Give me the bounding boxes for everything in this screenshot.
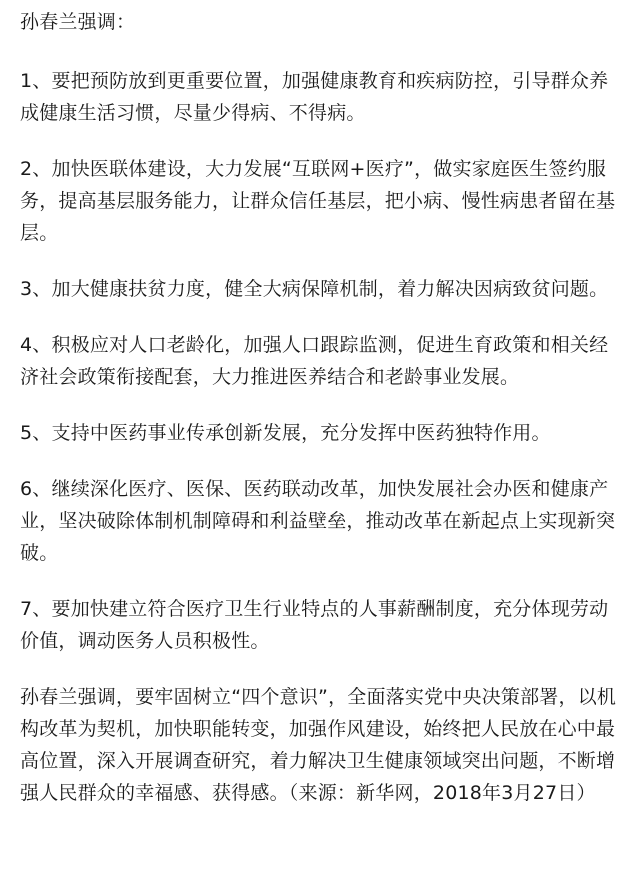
point-2: 2、加快医联体建设，大力发展“互联网+医疗”，做实家庭医生签约服务，提高基层服务能力，让群众信任基层，把小病、慢性病患者留在基层。 [20, 158, 616, 244]
point-6: 6、继续深化医疗、医保、医药联动改革，加快发展社会办医和健康产业，坚决破除体制机制障碍和利益壁垒，推动改革在新起点上实现新突破。 [20, 478, 616, 564]
intro-line: 孙春兰强调： [20, 11, 136, 33]
point-3: 3、加大健康扶贫力度，健全大病保障机制，着力解决因病致贫问题。 [20, 278, 609, 300]
conclusion-paragraph: 孙春兰强调，要牢固树立“四个意识”，全面落实党中央决策部署，以机构改革为契机，加快职能转变，加强作风建设，始终把人民放在心中最高位置，深入开展调查研究，着力解决卫生健康领域突出问题，不断增强人民群众的幸福感、获得感。（来源：新华网，2018年3月27日） [20, 686, 617, 804]
point-7: 7、要加快建立符合医疗卫生行业特点的人事薪酬制度，充分体现劳动价值，调动医务人员积极性。 [20, 598, 609, 652]
point-5: 5、支持中医药事业传承创新发展，充分发挥中医药独特作用。 [20, 422, 551, 444]
point-4: 4、积极应对人口老龄化，加强人口跟踪监测，促进生育政策和相关经济社会政策衔接配套，大力推进医养结合和老龄事业发展。 [20, 334, 609, 388]
point-1: 1、要把预防放到更重要位置，加强健康教育和疾病防控，引导群众养成健康生活习惯，尽量少得病、不得病。 [20, 70, 609, 124]
